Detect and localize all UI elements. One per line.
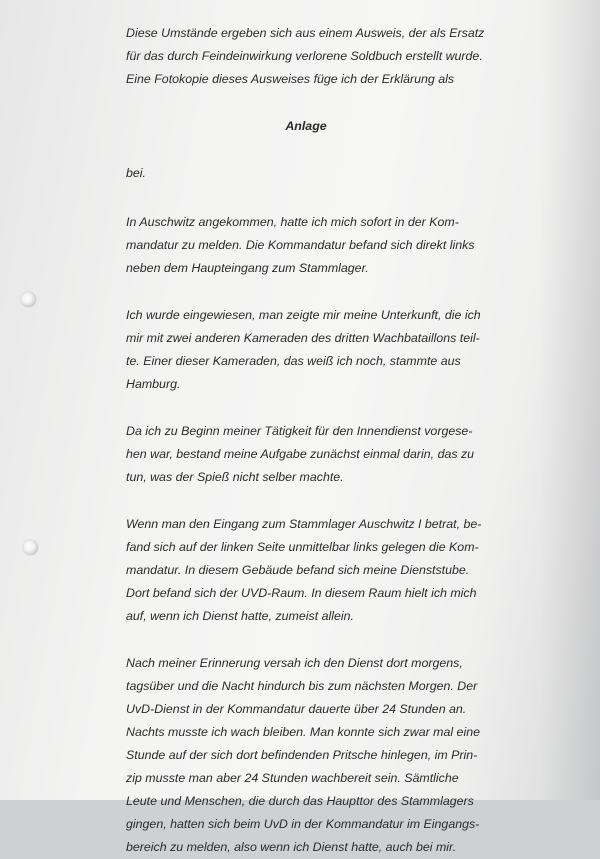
text-line: bereich zu melden, also wenn ich Dienst hatte, auch bei mir.: [126, 840, 457, 854]
page-shadow: [540, 0, 600, 800]
heading-text: Anlage: [285, 119, 327, 133]
text-line: Stunde auf der sich dort befindenden Pritsche hinlegen, im Prin-: [126, 748, 478, 762]
text-line: te. Einer dieser Kameraden, das weiß ich noch, stammte aus: [126, 354, 461, 368]
text-line: Leute und Menschen, die durch das Haupttor des Stammlagers: [126, 794, 474, 808]
text-line: zip musste man aber 24 Stunden wachbereit sein. Sämtliche: [126, 771, 459, 785]
text-line: mandatur. In diesem Gebäude befand sich meine Dienststube.: [126, 563, 470, 577]
text-line: UvD-Dienst in der Kommandatur dauerte über 24 Stunden an.: [126, 702, 467, 716]
text-line: Da ich zu Beginn meiner Tätigkeit für den Innendienst vorgese-: [126, 424, 473, 438]
text-line: fand sich auf der linken Seite unmittelbar links gelegen die Kom-: [126, 540, 479, 554]
text-line: tagsüber und die Nacht hindurch bis zum nächsten Morgen. Der: [126, 679, 478, 693]
paragraph-bei: [126, 162, 486, 185]
text-line: tun, was der Spieß nicht selber machte.: [126, 470, 344, 484]
paragraph-service: [126, 652, 486, 859]
text-line: für das durch Feindeinwirkung verlorene Soldbuch erstellt wurde.: [126, 49, 483, 63]
text-line: Ich wurde eingewiesen, man zeigte mir meine Unterkunft, die ich: [126, 308, 481, 322]
paragraph-quarters: [126, 304, 486, 396]
text-line: auf, wenn ich Dienst hatte, zumeist allein.: [126, 609, 354, 623]
text-line: neben dem Haupteingang zum Stammlager.: [126, 261, 369, 275]
text-line: Diese Umstände ergeben sich aus einem Ausweis, der als Ersatz: [126, 26, 485, 40]
text-line: hen war, bestand meine Aufgabe zunächst einmal darin, das zu: [126, 447, 475, 461]
punch-hole-bottom: [23, 540, 38, 555]
paragraph-arrival: [126, 211, 486, 280]
text-line: Hamburg.: [126, 377, 181, 391]
paragraph-entrance: [126, 513, 486, 628]
section-heading: [126, 115, 486, 138]
text-line: Eine Fotokopie dieses Ausweises füge ich der Erklärung als: [126, 72, 455, 86]
text-line: Nach meiner Erinnerung versah ich den Dienst dort morgens,: [126, 656, 463, 670]
document-text: [126, 22, 486, 859]
text-line: Wenn man den Eingang zum Stammlager Auschwitz I betrat, be-: [126, 517, 482, 531]
text-line: gingen, hatten sich beim UvD in der Kommandatur im Eingangs-: [126, 817, 480, 831]
paragraph-intro: [126, 22, 486, 91]
paragraph-duties: [126, 420, 486, 489]
text-line: In Auschwitz angekommen, hatte ich mich sofort in der Kom-: [126, 215, 459, 229]
text-line: mandatur zu melden. Die Kommandatur befand sich direkt links: [126, 238, 475, 252]
text-line: Nachts musste ich wach bleiben. Man konnte sich zwar mal eine: [126, 725, 480, 739]
text-line: bei.: [126, 166, 146, 180]
text-line: Dort befand sich der UVD-Raum. In diesem Raum hielt ich mich: [126, 586, 477, 600]
punch-hole-top: [21, 292, 36, 307]
text-line: mir mit zwei anderen Kameraden des dritten Wachbataillons teil-: [126, 331, 480, 345]
